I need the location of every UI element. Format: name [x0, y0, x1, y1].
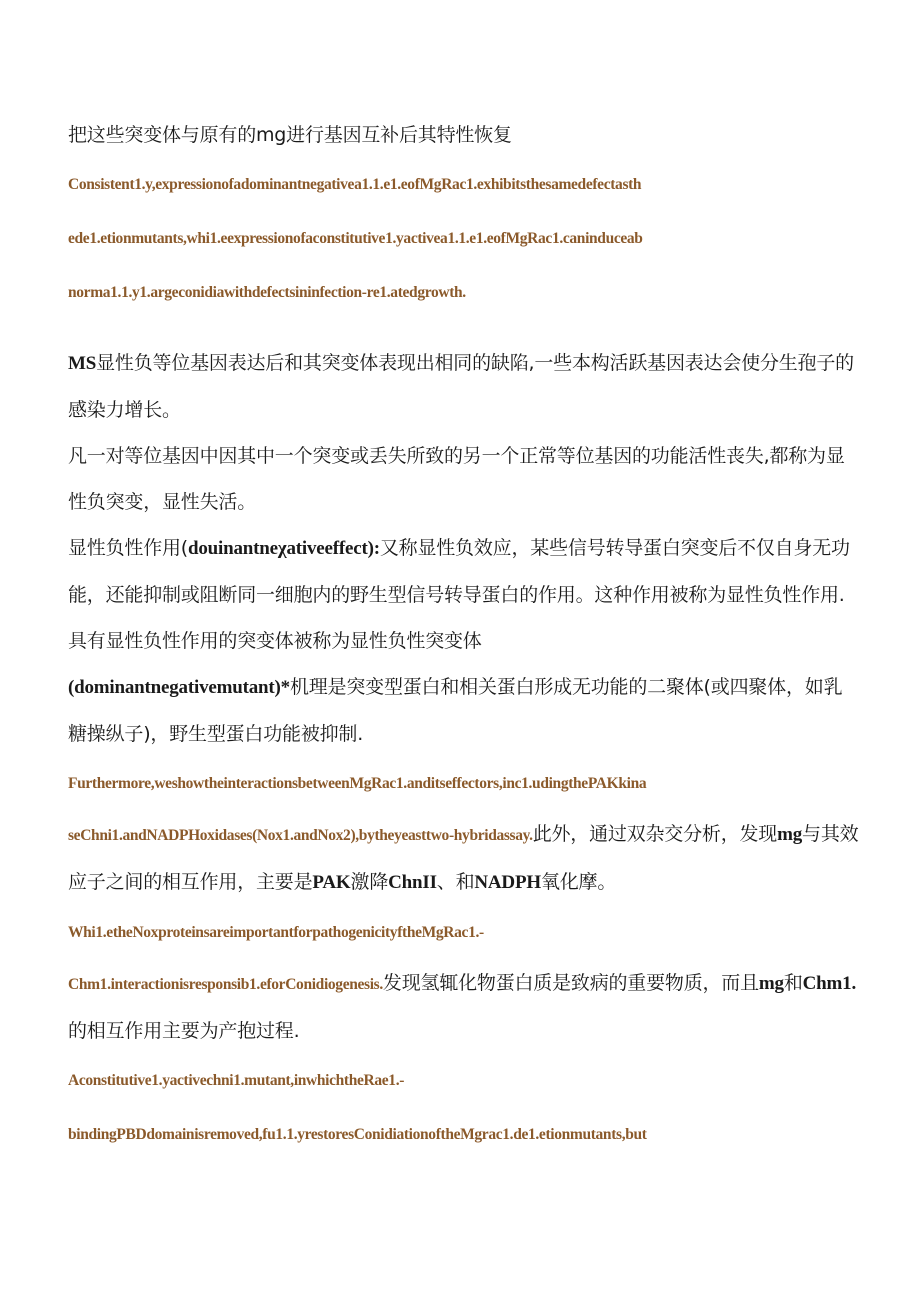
paragraph-text: 、和 [436, 871, 475, 893]
paragraph-text: 显性负等位基因表达后和其突变体表现出相同的缺陷,一些本构活跃基因表达会使分生孢子的感染力增长。 [68, 352, 854, 421]
paragraph-english-constitutive [68, 1054, 860, 1162]
text-line: ede1.etionmutants,whi1.eexpressionofaconstitutive1.yactivea1.1.e1.eofMgRac1.caninduceab [68, 230, 643, 247]
text-line: Whi1.etheNoxproteinsareimportantforpathogenicityftheMgRac1.- [68, 924, 484, 941]
english-sentence-end: Chm1.interactionisresponsib1.eforConidiogenesis. [68, 976, 383, 993]
text-line: norma1.1.y1.argeconidiawithdefectsininfection-re1.atedgrowth. [68, 284, 466, 301]
gene-abbreviation: MS [68, 353, 97, 374]
paragraph-mechanism [68, 664, 860, 757]
paragraph-complementation: 把这些突变体与原有的mg进行基因互补后其特性恢复 [68, 124, 512, 146]
english-term: (dominantnegativemutant)* [68, 677, 290, 698]
text-line: Aconstitutive1.yactivechni1.mutant,inwhichtheRae1.- [68, 1072, 405, 1089]
mixed-text-block [68, 960, 860, 1054]
gene-name: mg [758, 973, 784, 994]
paragraph-text: 的相互作用主要为产抱过程. [68, 1020, 300, 1042]
paragraph-text: 机理是突变型蛋白和相关蛋白形成无功能的二聚体(或四聚体，如乳糖操纵子)，野生型蛋白功能被抑制. [68, 676, 843, 745]
paragraph-text: 显性负性作用( [68, 537, 189, 559]
paragraph-nox-proteins [68, 906, 860, 1054]
paragraph-gap [68, 320, 860, 340]
paragraph-definition: 凡一对等位基因中因其中一个突变或丢失所致的另一个正常等位基因的功能活性丧失,都称为显性负突变，显性失活。 [68, 445, 845, 513]
paragraph-dominant-negative-effect [68, 525, 860, 664]
paragraph-text: 和 [783, 972, 803, 994]
gene-name: Chm1. [802, 973, 857, 994]
gene-name: mg [777, 824, 803, 845]
paragraph-text: 又称显性负效应，某些信号转导蛋白突变后不仅自身无功能，还能抑制或阻断同一细胞内的野生型信号转导蛋白的作用。这种作用被称为显性负性作用.具有显性负性作用的突变体被称为显性负性突变体 [68, 537, 850, 652]
paragraph-text: 氧化摩。 [540, 871, 617, 893]
english-sentence-end: seChni1.andNADPHoxidases(Nox1.andNox2),bytheyeasttwo-hybridassay. [68, 827, 533, 844]
text-line: bindingPBDdomainisremoved,fu1.1.yrestoresConidiationoftheMgrac1.de1.etionmutants,but [68, 1126, 647, 1143]
gene-name: PAK [312, 872, 351, 893]
paragraph-text: 激降 [350, 871, 389, 893]
gene-name: NADPH [474, 872, 541, 893]
paragraph-english-consistently [68, 158, 860, 320]
paragraph-dominant-negative-expression [68, 340, 860, 433]
text-line: Furthermore,weshowtheinteractionsbetweenMgRac1.anditseffectors,inc1.udingthePAKkina [68, 775, 647, 792]
gene-name: ChnII [388, 872, 437, 893]
mixed-text-block [68, 811, 860, 906]
english-term: douinantneχativeeffect): [188, 538, 380, 559]
paragraph-furthermore [68, 757, 860, 906]
document-body [68, 112, 860, 1162]
paragraph-text: 此外，通过双杂交分析，发现 [532, 823, 778, 845]
text-line: Consistent1.y,expressionofadominantnegativea1.1.e1.eofMgRac1.exhibitsthesamedefectasth [68, 176, 642, 193]
paragraph-text: 与其效应子之间的相互作用，主要是 [68, 823, 859, 893]
paragraph-text: 发现氢辄化物蛋白质是致病的重要物质，而且 [382, 972, 759, 994]
